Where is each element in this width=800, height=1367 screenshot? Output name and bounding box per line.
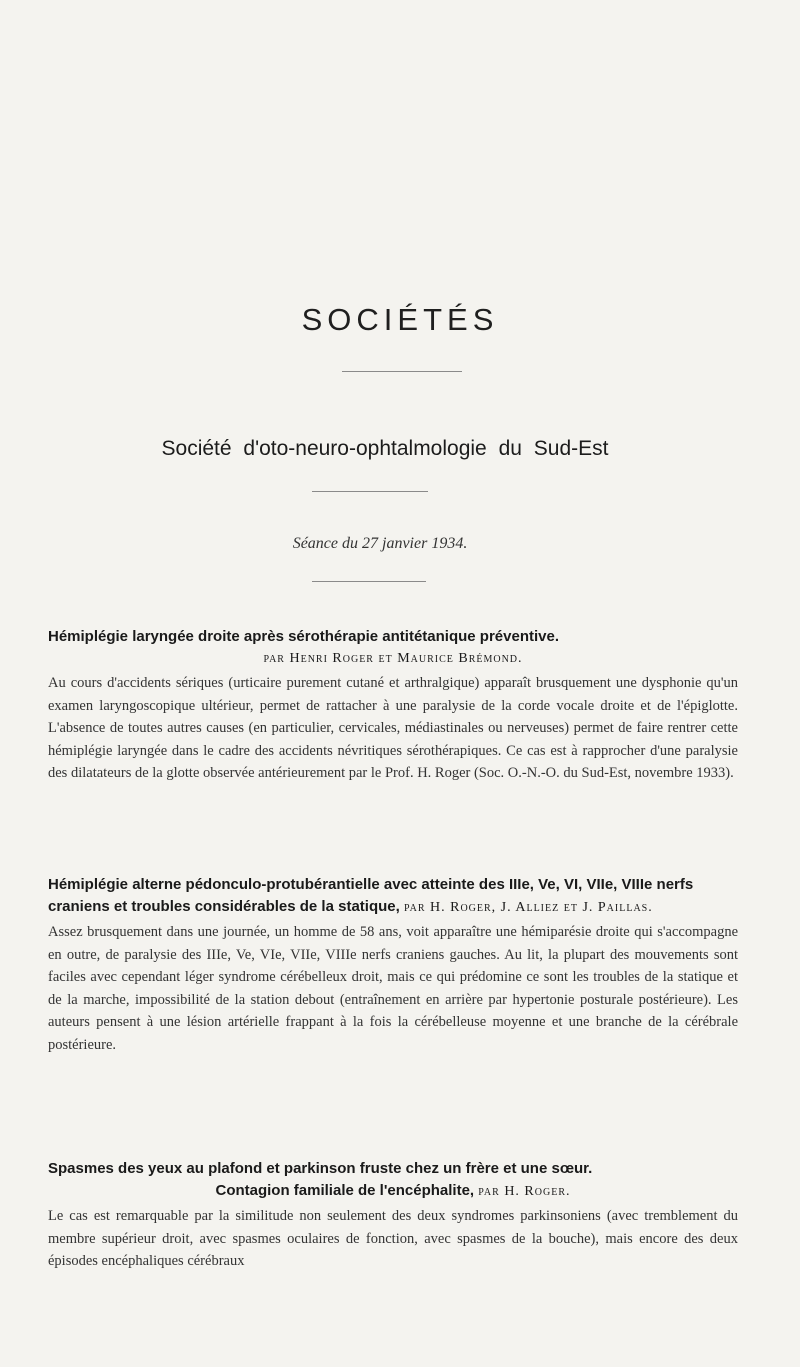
article-heading	[48, 874, 738, 919]
article-2	[48, 874, 738, 1056]
title-divider	[342, 371, 462, 372]
article-heading	[48, 626, 738, 670]
article-title-line2: Contagion familiale de l'encéphalite,	[215, 1182, 475, 1199]
session-date: Séance du 27 janvier 1934.	[292, 535, 468, 552]
article-title: Hémiplégie alterne pédonculo-protubérantielle avec atteinte des IIIe, Ve, VI, VIIe, VIIIe nerfs craniens et troubles considérables de la statique,	[48, 876, 694, 915]
article-subtitle-line	[48, 1180, 738, 1203]
article-3	[48, 1158, 738, 1273]
article-authors: par Henri Roger et Maurice Brémond.	[263, 651, 523, 666]
article-heading	[48, 1158, 738, 1203]
article-authors: par H. Roger, J. Alliez et J. Paillas.	[403, 900, 653, 915]
page-title: SOCIÉTÉS	[301, 302, 499, 337]
article-authors: par H. Roger.	[478, 1184, 571, 1199]
article-body: Au cours d'accidents sériques (urticaire purement cutané et arthralgique) apparaît brusquement une dysphonie qu'un examen laryngoscopique ultérieur, permet de rattacher à une paralysie de la corde vocale droite et de l'épiglotte. L'absence de toutes autres causes (en particulier, cervicales, médiastinales ou nerveuses) permet de faire rentrer cette hémiplégie laryngée dans le cadre des accidents névritiques sérothérapiques. Ce cas est à rapprocher d'une paralysie des dilatateurs de la glotte observée antérieurement par le Prof. H. Roger (Soc. O.-N.-O. du Sud-Est, novembre 1933).	[48, 675, 738, 781]
session-divider	[312, 581, 426, 582]
article-body: Assez brusquement dans une journée, un homme de 58 ans, voit apparaître une hémiparésie droite qui s'accompagne en outre, de paralysie des IIIe, Ve, VIe, VIIe, VIIIe nerfs craniens gauches. Au lit, la plupart des mouvements sont faciles avec cependant léger syndrome cérébelleux droit, mais ce qui prédomine ce sont les troubles de la statique et de la marche, impossibilité de la station debout (entraînement en arrière par hypertonie posturale postérieure). Les auteurs pensent à une lésion artérielle frappant à la fois la cérébelleuse moyenne et une branche de la cérébrale postérieure.	[48, 924, 738, 1053]
society-divider	[312, 491, 428, 492]
article-title: Hémiplégie laryngée droite après sérothérapie antitétanique préventive.	[48, 628, 560, 645]
article-title: Spasmes des yeux au plafond et parkinson fruste chez un frère et une sœur.	[48, 1160, 593, 1177]
article-1	[48, 626, 738, 785]
article-body: Le cas est remarquable par la similitude non seulement des deux syndromes parkinsoniens (avec tremblement du membre supérieur droit, avec spasmes oculaires de fonction, avec spasmes de la bouche), mais encore des deux épisodes encéphaliques cérébraux	[48, 1208, 738, 1269]
society-title: Société d'oto-neuro-ophtalmologie du Sud-Est	[161, 437, 609, 460]
